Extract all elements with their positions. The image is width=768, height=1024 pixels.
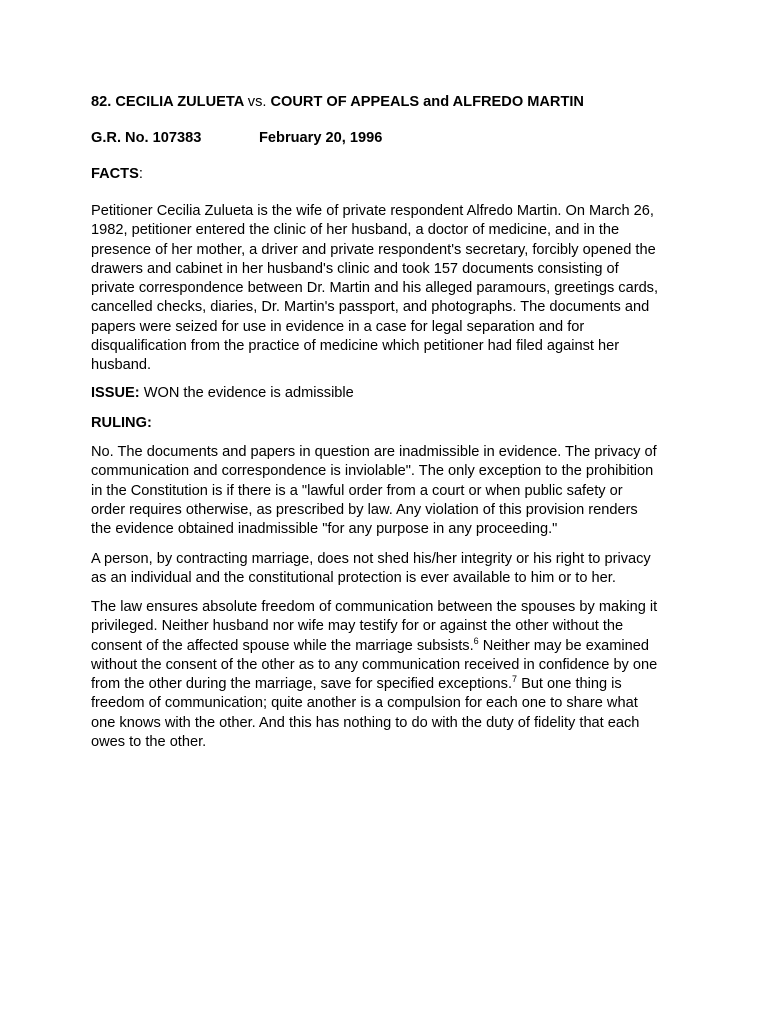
ruling-text: Neither may be examined [478, 637, 649, 654]
case-versus: vs. [247, 94, 267, 110]
facts-heading-label: FACTS [91, 166, 139, 182]
case-gr-number: G.R. No. 107383 [91, 130, 202, 146]
ruling-line [91, 637, 691, 656]
facts-line: Petitioner Cecilia Zulueta is the wife of private respondent Alfredo Martin. On March 26, [91, 203, 654, 219]
ruling-line: A person, by contracting marriage, does not shed his/her integrity or his right to privacy [91, 551, 651, 567]
ruling-line: privileged. Neither husband nor wife may testify for or against the other without the [91, 618, 624, 635]
footnote-ref-7[interactable]: 7 [512, 674, 518, 685]
ruling-line: the evidence obtained inadmissible "for any purpose in any proceeding." [91, 521, 558, 538]
facts-line: 1982, petitioner entered the clinic of her husband, a doctor of medicine, and in the [91, 222, 620, 239]
ruling-line: order requires otherwise, as prescribed by law. Any violation of this provision renders [91, 501, 638, 518]
facts-heading [91, 165, 143, 184]
ruling-line: communication and correspondence is inviolable". The only exception to the prohibition [91, 463, 654, 480]
ruling-line: The law ensures absolute freedom of communication between the spouses by making it [91, 599, 658, 615]
ruling-line: freedom of communication; quite another is a compulsion for each one to share what [91, 695, 638, 712]
ruling-heading: RULING: [91, 415, 152, 431]
ruling-line [91, 675, 691, 694]
issue-label: ISSUE: [91, 385, 140, 401]
case-party-1: 82. CECILIA ZULUETA [91, 94, 244, 110]
case-date: February 20, 1996 [259, 130, 383, 146]
facts-line: papers were seized for use in evidence in a case for legal separation and for [91, 318, 585, 335]
facts-line: presence of her mother, a driver and private respondent's secretary, forcibly opened the [91, 241, 656, 258]
ruling-line: one knows with the other. And this has nothing to do with the duty of fidelity that each [91, 714, 640, 731]
ruling-line: owes to the other. [91, 734, 207, 751]
issue-statement [91, 384, 354, 403]
ruling-text: from the other during the marriage, save for specified exceptions. [91, 676, 513, 693]
ruling-paragraph-2 [91, 550, 691, 589]
ruling-paragraph-1 [91, 443, 691, 539]
ruling-line: No. The documents and papers in question are inadmissible in evidence. The privacy of [91, 444, 657, 460]
facts-heading-colon: : [138, 166, 143, 182]
facts-line: drawers and cabinet in her husband's clinic and took 157 documents consisting of [91, 260, 619, 277]
ruling-line: in the Constitution is if there is a "lawful order from a court or when public safety or [91, 482, 623, 499]
ruling-line: as an individual and the constitutional protection is ever available to him or to her. [91, 570, 616, 587]
facts-line: private correspondence between Dr. Martin and his alleged paramours, greetings cards, [91, 280, 659, 297]
case-party-2: COURT OF APPEALS and ALFREDO MARTIN [270, 94, 584, 110]
facts-line: cancelled checks, diaries, Dr. Martin's passport, and photographs. The documents and [91, 299, 650, 316]
ruling-text: consent of the affected spouse while the marriage subsists. [91, 637, 474, 654]
ruling-text: But one thing is [517, 676, 622, 693]
facts-line: husband. [91, 357, 152, 374]
footnote-ref-6[interactable]: 6 [473, 635, 479, 646]
issue-text: WON the evidence is admissible [139, 385, 354, 401]
case-title [91, 93, 711, 112]
ruling-line: without the consent of the other as to any communication received in confidence by one [91, 656, 658, 673]
ruling-paragraph-3 [91, 598, 691, 752]
facts-line: disqualification from the practice of medicine which petitioner had filed against her [91, 338, 620, 355]
facts-paragraph [91, 202, 691, 376]
